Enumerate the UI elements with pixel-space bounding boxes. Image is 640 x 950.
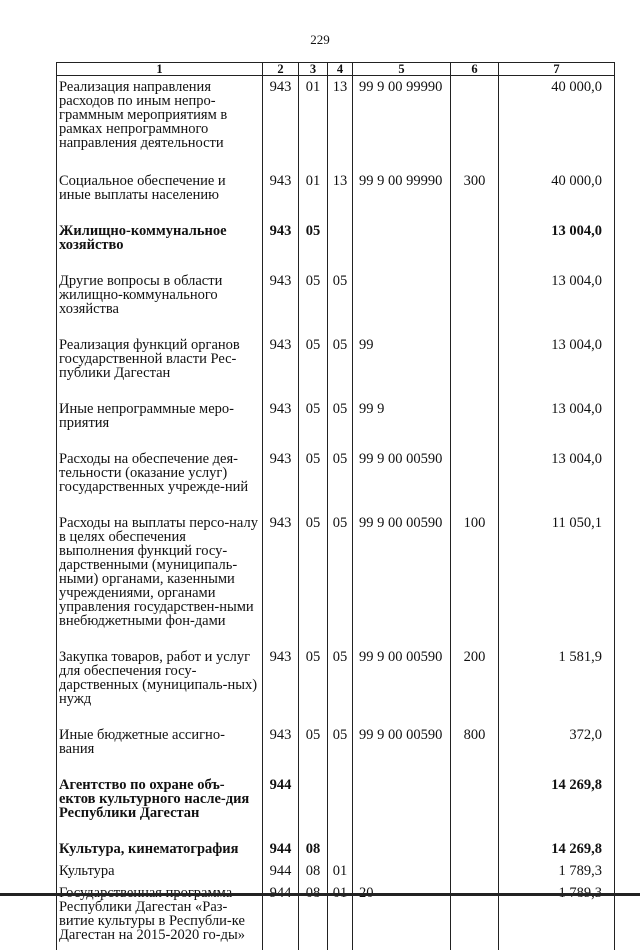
- row-name: Расходы на выплаты персо-налу в целях обеспечения выполнения функций госу-дарственными (муниципаль-ными) органами, казенными учреждениями, органами управления государствен-ными внебюджетными фон-дами: [57, 494, 263, 628]
- row-amount: 13 004,0: [499, 252, 615, 316]
- row-amount: 11 050,1: [499, 494, 615, 628]
- row-target-item-code: 99 9 00 00590: [353, 494, 451, 628]
- row-expense-type-code: [451, 380, 499, 430]
- row-amount: 40 000,0: [499, 76, 615, 151]
- table-header-row: [57, 63, 615, 76]
- row-expense-type-code: 800: [451, 706, 499, 756]
- row-amount: 40 000,0: [499, 150, 615, 202]
- table-row: [57, 494, 615, 628]
- row-subsection-code: 05: [328, 628, 353, 706]
- table-row: [57, 756, 615, 820]
- row-ved-code: 943: [263, 76, 299, 151]
- column-header: 2: [263, 63, 299, 76]
- row-expense-type-code: [451, 756, 499, 820]
- row-subsection-code: 05: [328, 706, 353, 756]
- table-row: [57, 856, 615, 878]
- row-expense-type-code: [451, 878, 499, 950]
- row-name: Культура: [57, 856, 263, 878]
- column-header: 5: [353, 63, 451, 76]
- row-amount: 13 004,0: [499, 316, 615, 380]
- row-subsection-code: 05: [328, 380, 353, 430]
- row-subsection-code: [328, 878, 353, 950]
- row-name: Другие вопросы в области жилищно-коммунального хозяйства: [57, 252, 263, 316]
- row-expense-type-code: 100: [451, 494, 499, 628]
- page-number: 229: [310, 32, 330, 47]
- row-section-code: 01: [299, 76, 328, 151]
- row-subsection-code: 13: [328, 150, 353, 202]
- row-name: Расходы на обеспечение дея-тельности (оказание услуг) государственных учрежде-ний: [57, 430, 263, 494]
- row-ved-code: 943: [263, 202, 299, 252]
- row-ved-code: 943: [263, 316, 299, 380]
- table-row: [57, 202, 615, 252]
- row-ved-code: 943: [263, 494, 299, 628]
- column-header: 3: [299, 63, 328, 76]
- column-header: 6: [451, 63, 499, 76]
- row-target-item-code: [353, 252, 451, 316]
- row-subsection-code: 05: [328, 430, 353, 494]
- table-row: [57, 878, 615, 950]
- row-section-code: 05: [299, 628, 328, 706]
- row-subsection-code: 05: [328, 316, 353, 380]
- row-target-item-code: 99 9: [353, 380, 451, 430]
- row-section-code: 05: [299, 202, 328, 252]
- row-subsection-code: [328, 820, 353, 856]
- row-expense-type-code: [451, 316, 499, 380]
- row-ved-code: 944: [263, 856, 299, 878]
- row-ved-code: 943: [263, 628, 299, 706]
- row-ved-code: 943: [263, 706, 299, 756]
- table-row: [57, 316, 615, 380]
- row-target-item-code: 99: [353, 316, 451, 380]
- row-expense-type-code: [451, 430, 499, 494]
- table-row: [57, 252, 615, 316]
- row-expense-type-code: [451, 252, 499, 316]
- row-amount: 13 004,0: [499, 202, 615, 252]
- row-expense-type-code: [451, 202, 499, 252]
- column-header: 1: [57, 63, 263, 76]
- row-amount: 14 269,8: [499, 756, 615, 820]
- row-ved-code: 943: [263, 430, 299, 494]
- row-subsection-code: [328, 202, 353, 252]
- row-amount: 1 789,3: [499, 856, 615, 878]
- row-name: Республики Дагестан «Раз-витие культуры в Республи-ке Дагестан на 2015-2020 го-ды»: [57, 878, 263, 950]
- row-section-code: 05: [299, 430, 328, 494]
- row-expense-type-code: 200: [451, 628, 499, 706]
- row-target-item-code: 99 9 00 00590: [353, 430, 451, 494]
- row-section-code: 05: [299, 706, 328, 756]
- row-target-item-code: [353, 856, 451, 878]
- row-expense-type-code: [451, 820, 499, 856]
- row-subsection-code: 05: [328, 252, 353, 316]
- row-amount: 1 581,9: [499, 628, 615, 706]
- row-section-code: 01: [299, 150, 328, 202]
- row-section-code: 05: [299, 494, 328, 628]
- row-subsection-code: 01: [328, 856, 353, 878]
- row-name: Иные непрограммные меро-приятия: [57, 380, 263, 430]
- row-expense-type-code: 300: [451, 150, 499, 202]
- row-expense-type-code: [451, 76, 499, 151]
- row-amount: 13 004,0: [499, 430, 615, 494]
- row-target-item-code: 99 9 00 00590: [353, 706, 451, 756]
- row-amount: 14 269,8: [499, 820, 615, 856]
- row-name: Иные бюджетные ассигно-вания: [57, 706, 263, 756]
- row-target-item-code: 99 9 00 99990: [353, 150, 451, 202]
- row-ved-code: 944: [263, 820, 299, 856]
- table-row: [57, 380, 615, 430]
- row-ved-code: 943: [263, 150, 299, 202]
- row-section-code: 08: [299, 820, 328, 856]
- row-subsection-code: 13: [328, 76, 353, 151]
- budget-table: [56, 62, 615, 950]
- column-header: 4: [328, 63, 353, 76]
- row-target-item-code: [353, 756, 451, 820]
- row-target-item-code: [353, 202, 451, 252]
- row-ved-code: 944: [263, 756, 299, 820]
- table-row: [57, 706, 615, 756]
- row-amount: [499, 878, 615, 950]
- row-expense-type-code: [451, 856, 499, 878]
- row-ved-code: 943: [263, 252, 299, 316]
- table-row: [57, 820, 615, 856]
- row-target-item-code: [353, 820, 451, 856]
- column-header: 7: [499, 63, 615, 76]
- row-section-code: [299, 878, 328, 950]
- row-section-code: 05: [299, 316, 328, 380]
- row-section-code: 05: [299, 252, 328, 316]
- row-amount: 13 004,0: [499, 380, 615, 430]
- row-name: Реализация направления расходов по иным непро-граммным мероприятиям в рамках непрограммного направления деятельности: [57, 76, 263, 151]
- page-bottom-rule: [0, 893, 640, 896]
- row-ved-code: 943: [263, 380, 299, 430]
- row-target-item-code: 99 9 00 00590: [353, 628, 451, 706]
- table-row: [57, 76, 615, 151]
- row-subsection-code: [328, 756, 353, 820]
- row-name: Культура, кинематография: [57, 820, 263, 856]
- row-section-code: 08: [299, 856, 328, 878]
- row-name: Реализация функций органов государственной власти Рес-публики Дагестан: [57, 316, 263, 380]
- row-name: Закупка товаров, работ и услуг для обеспечения госу-дарственных (муниципаль-ных) нужд: [57, 628, 263, 706]
- table-row: [57, 430, 615, 494]
- table-row: [57, 628, 615, 706]
- row-section-code: 05: [299, 380, 328, 430]
- row-name: Жилищно-коммунальное хозяйство: [57, 202, 263, 252]
- row-amount: 372,0: [499, 706, 615, 756]
- table-row: [57, 150, 615, 202]
- row-ved-code: [263, 878, 299, 950]
- row-section-code: [299, 756, 328, 820]
- row-name: Агентство по охране объ-ектов культурного насле-дия Республики Дагестан: [57, 756, 263, 820]
- row-name: Социальное обеспечение и иные выплаты населению: [57, 150, 263, 202]
- row-target-item-code: [353, 878, 451, 950]
- row-target-item-code: 99 9 00 99990: [353, 76, 451, 151]
- row-subsection-code: 05: [328, 494, 353, 628]
